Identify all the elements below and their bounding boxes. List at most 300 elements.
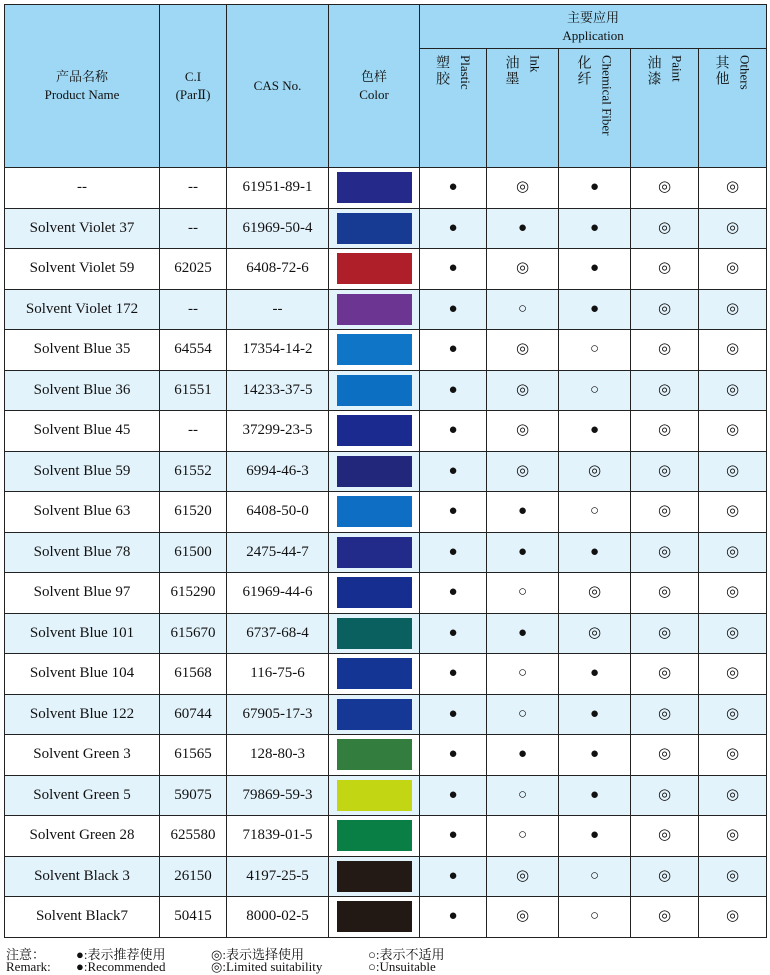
app-paint-cell <box>631 613 699 654</box>
header-color <box>329 5 420 168</box>
suitability-mark: ◎ <box>725 867 740 884</box>
table-row <box>5 249 767 290</box>
legend-zh-limited: ◎:表示选择使用 <box>211 947 304 962</box>
app-paint-cell <box>631 735 699 776</box>
suitability-mark: ◎ <box>587 584 602 601</box>
app-others-cell <box>699 249 767 290</box>
cas-cell: 61951-89-1 <box>227 168 329 209</box>
suitability-mark: ◎ <box>725 503 740 520</box>
app-ink-cell <box>487 168 559 209</box>
suitability-mark: ◎ <box>725 624 740 641</box>
suitability-mark: ◎ <box>657 422 672 439</box>
color-cell <box>329 573 420 614</box>
app-paint-cell <box>631 816 699 857</box>
suitability-mark: ○ <box>517 584 528 601</box>
product-name-cell: Solvent Green 3 <box>5 735 160 776</box>
suitability-mark: ○ <box>589 341 600 358</box>
cas-cell: 6408-50-0 <box>227 492 329 533</box>
header-app-ink <box>487 49 559 168</box>
app-others-cell <box>699 613 767 654</box>
table-row <box>5 208 767 249</box>
app-chemical-fiber-cell <box>559 168 631 209</box>
app-paint-cell <box>631 411 699 452</box>
suitability-mark: ● <box>448 746 458 763</box>
header-app-paint <box>631 49 699 168</box>
app-ink-cell <box>487 532 559 573</box>
app-ink-cell <box>487 208 559 249</box>
app-plastic-cell <box>420 654 487 695</box>
color-swatch <box>337 739 412 770</box>
header-product-name <box>5 5 160 168</box>
header-color-en: Color <box>359 87 389 102</box>
suitability-mark: ◎ <box>725 462 740 479</box>
app-plastic-en: Plastic <box>458 55 473 90</box>
cas-cell: 14233-37-5 <box>227 370 329 411</box>
color-swatch <box>337 658 412 689</box>
suitability-mark: ◎ <box>725 300 740 317</box>
app-fiber-zh: 化纤 <box>575 55 591 87</box>
table-row <box>5 694 767 735</box>
cas-cell: 116-75-6 <box>227 654 329 695</box>
suitability-mark: ◎ <box>657 908 672 925</box>
app-paint-cell <box>631 208 699 249</box>
product-name-cell: Solvent Violet 59 <box>5 249 160 290</box>
suitability-mark: ◎ <box>725 422 740 439</box>
app-paint-cell <box>631 694 699 735</box>
cas-cell: 37299-23-5 <box>227 411 329 452</box>
app-ink-cell <box>487 775 559 816</box>
color-cell <box>329 451 420 492</box>
app-others-cell <box>699 168 767 209</box>
suitability-mark: ● <box>448 908 458 925</box>
product-name-cell: Solvent Blue 101 <box>5 613 160 654</box>
legend-en-limited: ◎:Limited suitability <box>211 959 323 974</box>
suitability-mark: ◎ <box>657 462 672 479</box>
app-plastic-cell <box>420 613 487 654</box>
app-chemical-fiber-cell <box>559 897 631 938</box>
app-chemical-fiber-cell <box>559 816 631 857</box>
suitability-mark: ● <box>448 705 458 722</box>
app-paint-cell <box>631 370 699 411</box>
app-chemical-fiber-cell <box>559 289 631 330</box>
suitability-mark: ◎ <box>657 867 672 884</box>
app-chemical-fiber-cell <box>559 451 631 492</box>
suitability-mark: ◎ <box>657 503 672 520</box>
product-name-cell: Solvent Violet 37 <box>5 208 160 249</box>
app-plastic-cell <box>420 816 487 857</box>
table-row <box>5 735 767 776</box>
app-paint-cell <box>631 573 699 614</box>
product-name-cell: Solvent Blue 78 <box>5 532 160 573</box>
suitability-mark: ◎ <box>657 705 672 722</box>
ci-cell: -- <box>160 411 227 452</box>
cas-cell: 67905-17-3 <box>227 694 329 735</box>
color-swatch <box>337 294 412 325</box>
table-row <box>5 775 767 816</box>
header-ci-line2: (ParⅡ) <box>175 87 211 102</box>
suitability-mark: ● <box>589 705 600 722</box>
suitability-mark: ◎ <box>725 665 740 682</box>
ci-cell: -- <box>160 168 227 209</box>
app-plastic-cell <box>420 532 487 573</box>
suitability-mark: ◎ <box>657 260 672 277</box>
app-chemical-fiber-cell <box>559 370 631 411</box>
suitability-mark: ● <box>448 219 458 236</box>
color-swatch <box>337 334 412 365</box>
cas-cell: 61969-50-4 <box>227 208 329 249</box>
app-paint-cell <box>631 289 699 330</box>
app-plastic-zh: 塑胶 <box>434 55 449 87</box>
app-ink-cell <box>487 897 559 938</box>
suitability-mark: ○ <box>589 908 600 925</box>
legend-en-label: Remark: <box>6 959 51 974</box>
color-swatch <box>337 496 412 527</box>
app-ink-en: Ink <box>527 55 543 73</box>
suitability-mark: ● <box>448 341 458 358</box>
suitability-mark: ○ <box>517 300 528 317</box>
suitability-mark: ● <box>448 260 458 277</box>
app-ink-cell <box>487 694 559 735</box>
app-others-cell <box>699 370 767 411</box>
ci-cell: -- <box>160 208 227 249</box>
app-plastic-cell <box>420 897 487 938</box>
legend-zh-label: 注意： <box>6 947 46 962</box>
legend-en-recommended: ●:Recommended <box>76 959 166 974</box>
table-row <box>5 330 767 371</box>
header-application-en: Application <box>562 27 624 43</box>
suitability-mark: ● <box>448 503 458 520</box>
ci-cell: 59075 <box>160 775 227 816</box>
color-swatch <box>337 172 412 203</box>
table-row <box>5 613 767 654</box>
cas-cell: 61969-44-6 <box>227 573 329 614</box>
app-chemical-fiber-cell <box>559 775 631 816</box>
app-plastic-cell <box>420 370 487 411</box>
suitability-mark: ◎ <box>657 381 672 398</box>
header-cas: CAS No. <box>227 5 329 168</box>
suitability-mark: ◎ <box>515 908 530 925</box>
table-row <box>5 856 767 897</box>
app-plastic-cell <box>420 411 487 452</box>
product-name-cell: Solvent Black 3 <box>5 856 160 897</box>
product-name-cell: Solvent Blue 63 <box>5 492 160 533</box>
color-cell <box>329 208 420 249</box>
cas-cell: 79869-59-3 <box>227 775 329 816</box>
header-ci <box>160 5 227 168</box>
suitability-mark: ● <box>589 746 600 763</box>
ci-cell: 61500 <box>160 532 227 573</box>
app-ink-cell <box>487 249 559 290</box>
header-ci-line1: C.I <box>184 69 202 84</box>
color-swatch <box>337 537 412 568</box>
legend-zh-recommended: ●:表示推荐使用 <box>76 947 166 962</box>
app-others-cell <box>699 816 767 857</box>
product-name-cell: Solvent Blue 45 <box>5 411 160 452</box>
app-chemical-fiber-cell <box>559 694 631 735</box>
app-paint-cell <box>631 775 699 816</box>
color-cell <box>329 249 420 290</box>
color-swatch <box>337 375 412 406</box>
suitability-mark: ◎ <box>657 827 672 844</box>
ci-cell: 62025 <box>160 249 227 290</box>
app-others-cell <box>699 775 767 816</box>
app-plastic-cell <box>420 208 487 249</box>
suitability-mark: ● <box>448 179 458 196</box>
suitability-mark: ◎ <box>725 746 740 763</box>
suitability-mark: ◎ <box>515 381 530 398</box>
ci-cell: 61568 <box>160 654 227 695</box>
suitability-mark: ◎ <box>657 746 672 763</box>
app-paint-cell <box>631 532 699 573</box>
product-name-cell: Solvent Black7 <box>5 897 160 938</box>
ci-cell: 64554 <box>160 330 227 371</box>
suitability-mark: ● <box>589 300 600 317</box>
app-others-cell <box>699 856 767 897</box>
suitability-mark: ● <box>448 584 458 601</box>
app-chemical-fiber-cell <box>559 492 631 533</box>
app-paint-cell <box>631 492 699 533</box>
color-swatch <box>337 820 412 851</box>
color-cell <box>329 775 420 816</box>
color-swatch <box>337 699 412 730</box>
suitability-mark: ◎ <box>725 543 740 560</box>
color-swatch <box>337 456 412 487</box>
suitability-mark: ○ <box>589 867 600 884</box>
app-fiber-en: Chemical Fiber <box>599 55 615 136</box>
cas-cell: 17354-14-2 <box>227 330 329 371</box>
suitability-mark: ● <box>448 462 458 479</box>
table-row <box>5 370 767 411</box>
app-paint-zh: 油漆 <box>645 55 661 87</box>
suitability-mark: ◎ <box>725 341 740 358</box>
app-plastic-cell <box>420 330 487 371</box>
cas-cell: 71839-01-5 <box>227 816 329 857</box>
color-cell <box>329 654 420 695</box>
ci-cell: 625580 <box>160 816 227 857</box>
app-plastic-cell <box>420 735 487 776</box>
app-ink-cell <box>487 330 559 371</box>
app-others-cell <box>699 532 767 573</box>
color-cell <box>329 816 420 857</box>
suitability-mark: ◎ <box>515 462 530 479</box>
color-swatch <box>337 780 412 811</box>
app-paint-cell <box>631 451 699 492</box>
color-cell <box>329 492 420 533</box>
cas-cell: 2475-44-7 <box>227 532 329 573</box>
table-row <box>5 411 767 452</box>
color-cell <box>329 411 420 452</box>
product-rows <box>5 168 767 938</box>
suitability-mark: ◎ <box>657 786 672 803</box>
app-chemical-fiber-cell <box>559 613 631 654</box>
app-plastic-cell <box>420 451 487 492</box>
app-ink-cell <box>487 654 559 695</box>
cas-cell: 128-80-3 <box>227 735 329 776</box>
suitability-mark: ● <box>517 503 528 520</box>
app-chemical-fiber-cell <box>559 856 631 897</box>
color-swatch <box>337 577 412 608</box>
suitability-mark: ● <box>448 827 458 844</box>
color-cell <box>329 168 420 209</box>
suitability-mark: ● <box>589 665 600 682</box>
app-plastic-cell <box>420 573 487 614</box>
suitability-mark: ● <box>589 786 600 803</box>
ci-cell: -- <box>160 289 227 330</box>
cas-cell: 6737-68-4 <box>227 613 329 654</box>
suitability-mark: ○ <box>517 786 528 803</box>
suitability-mark: ● <box>589 827 600 844</box>
app-chemical-fiber-cell <box>559 532 631 573</box>
suitability-mark: ● <box>448 665 458 682</box>
app-paint-cell <box>631 856 699 897</box>
color-swatch <box>337 861 412 892</box>
suitability-mark: ◎ <box>725 786 740 803</box>
suitability-mark: ◎ <box>587 462 602 479</box>
suitability-mark: ◎ <box>515 179 530 196</box>
app-chemical-fiber-cell <box>559 330 631 371</box>
color-cell <box>329 856 420 897</box>
suitability-mark: ● <box>448 786 458 803</box>
ci-cell: 61552 <box>160 451 227 492</box>
app-chemical-fiber-cell <box>559 411 631 452</box>
color-cell <box>329 330 420 371</box>
suitability-mark: ◎ <box>725 584 740 601</box>
suitability-mark: ● <box>448 624 458 641</box>
suitability-mark: ● <box>448 543 458 560</box>
app-ink-cell <box>487 735 559 776</box>
product-name-cell: Solvent Blue 97 <box>5 573 160 614</box>
ci-cell: 61520 <box>160 492 227 533</box>
app-paint-cell <box>631 249 699 290</box>
suitability-mark: ◎ <box>515 260 530 277</box>
app-chemical-fiber-cell <box>559 208 631 249</box>
suitability-mark: ◎ <box>657 300 672 317</box>
product-name-cell: Solvent Violet 172 <box>5 289 160 330</box>
app-others-cell <box>699 492 767 533</box>
header-application-zh: 主要应用 <box>567 9 620 25</box>
suitability-mark: ◎ <box>515 341 530 358</box>
color-swatch <box>337 213 412 244</box>
app-paint-en: Paint <box>669 55 685 82</box>
app-ink-cell <box>487 573 559 614</box>
table-row <box>5 492 767 533</box>
legend-zh-unsuitable: ○:表示不适用 <box>368 947 445 962</box>
app-ink-cell <box>487 856 559 897</box>
header-app-plastic <box>420 49 487 168</box>
product-name-cell: -- <box>5 168 160 209</box>
color-swatch <box>337 253 412 284</box>
suitability-mark: ◎ <box>657 179 672 196</box>
app-chemical-fiber-cell <box>559 654 631 695</box>
color-cell <box>329 735 420 776</box>
cas-cell: -- <box>227 289 329 330</box>
table-row <box>5 451 767 492</box>
suitability-mark: ◎ <box>725 260 740 277</box>
app-ink-cell <box>487 289 559 330</box>
app-others-cell <box>699 451 767 492</box>
suitability-mark: ● <box>589 422 600 439</box>
header-app-others <box>699 49 767 168</box>
suitability-mark: ◎ <box>515 867 530 884</box>
app-paint-cell <box>631 654 699 695</box>
suitability-mark: ○ <box>589 381 600 398</box>
product-name-cell: Solvent Green 5 <box>5 775 160 816</box>
app-chemical-fiber-cell <box>559 573 631 614</box>
cas-cell: 8000-02-5 <box>227 897 329 938</box>
app-paint-cell <box>631 168 699 209</box>
suitability-mark: ● <box>448 300 458 317</box>
app-others-cell <box>699 330 767 371</box>
header-color-zh: 色样 <box>360 69 387 84</box>
ci-cell: 615290 <box>160 573 227 614</box>
suitability-mark: ● <box>589 219 600 236</box>
suitability-mark: ● <box>589 260 600 277</box>
product-table <box>4 4 767 938</box>
table-row <box>5 532 767 573</box>
table-row <box>5 573 767 614</box>
cas-cell: 6408-72-6 <box>227 249 329 290</box>
suitability-mark: ◎ <box>515 422 530 439</box>
suitability-mark: ◎ <box>725 179 740 196</box>
product-name-cell: Solvent Blue 122 <box>5 694 160 735</box>
suitability-mark: ○ <box>589 503 600 520</box>
cas-cell: 6994-46-3 <box>227 451 329 492</box>
product-name-cell: Solvent Blue 36 <box>5 370 160 411</box>
color-cell <box>329 613 420 654</box>
legend-en-unsuitable: ○:Unsuitable <box>368 959 436 974</box>
app-plastic-cell <box>420 694 487 735</box>
app-plastic-cell <box>420 775 487 816</box>
cas-cell: 4197-25-5 <box>227 856 329 897</box>
suitability-mark: ◎ <box>657 543 672 560</box>
suitability-mark: ◎ <box>725 705 740 722</box>
app-plastic-cell <box>420 289 487 330</box>
app-plastic-cell <box>420 856 487 897</box>
app-others-cell <box>699 208 767 249</box>
app-others-cell <box>699 654 767 695</box>
ci-cell: 60744 <box>160 694 227 735</box>
color-swatch <box>337 415 412 446</box>
app-plastic-cell <box>420 249 487 290</box>
app-others-cell <box>699 411 767 452</box>
ci-cell: 615670 <box>160 613 227 654</box>
app-paint-cell <box>631 330 699 371</box>
suitability-mark: ○ <box>517 665 528 682</box>
suitability-mark: ◎ <box>725 381 740 398</box>
suitability-mark: ◎ <box>725 827 740 844</box>
header-application <box>420 5 767 49</box>
app-ink-cell <box>487 492 559 533</box>
suitability-mark: ◎ <box>657 341 672 358</box>
ci-cell: 61551 <box>160 370 227 411</box>
suitability-mark: ○ <box>517 827 528 844</box>
suitability-mark: ● <box>517 746 528 763</box>
product-name-cell: Solvent Blue 104 <box>5 654 160 695</box>
table-row <box>5 897 767 938</box>
app-ink-cell <box>487 370 559 411</box>
app-others-en: Others <box>737 55 753 90</box>
header-product-name-zh: 产品名称 <box>55 69 108 84</box>
app-others-cell <box>699 897 767 938</box>
suitability-mark: ◎ <box>587 624 602 641</box>
product-name-cell: Solvent Green 28 <box>5 816 160 857</box>
app-ink-cell <box>487 613 559 654</box>
color-cell <box>329 694 420 735</box>
suitability-mark: ◎ <box>725 908 740 925</box>
suitability-mark: ● <box>517 219 528 236</box>
suitability-mark: ● <box>589 543 600 560</box>
suitability-mark: ● <box>448 867 458 884</box>
